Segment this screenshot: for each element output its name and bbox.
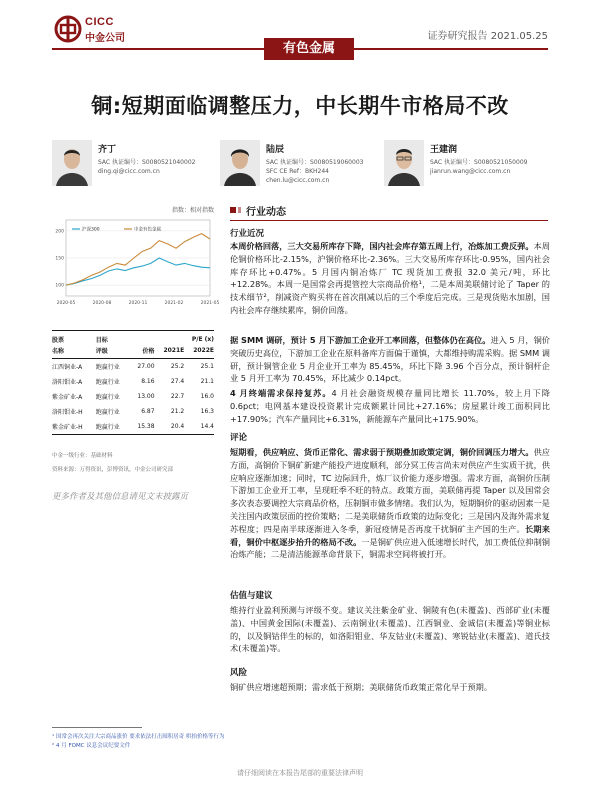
paragraph	[230, 387, 550, 425]
table-head-cell: P/E (x)	[155, 331, 214, 346]
analyst-email[interactable]: chen.lu@cicc.com.cn	[266, 177, 330, 184]
table-cell: 6.87	[141, 408, 155, 415]
table-head-cell: 名称	[52, 345, 96, 359]
table-head-cell	[130, 331, 155, 346]
table-cell: 洛阳钼业-A	[52, 379, 83, 386]
subheading-comment: 评论	[230, 433, 248, 443]
table-cell: 21.2	[170, 408, 185, 415]
paragraph-lead: 4 月终端需求保持复苏。	[230, 388, 332, 398]
legend-label: 沪深300	[82, 227, 100, 233]
table-cell: 22.7	[170, 393, 185, 400]
report-title: 铜:短期面临调整压力，中长期牛市格局不改	[91, 94, 509, 118]
table-cell: 跑赢行业	[95, 379, 120, 386]
table-head-row	[52, 345, 214, 359]
table-cell: 跑赢行业	[95, 364, 120, 371]
paragraph-body: 维持行业盈利预测与评级不变。建议关注紫金矿业、铜陵有色(未覆盖)、西部矿业(未覆盖)、中国黄金国际(未覆盖)、云南铜业(未覆盖)、江西铜业、金诚信(未覆盖)等铜业标的，以及铜钴伴生的标的，如洛阳钼业、华友钴业(未覆盖)、寒锐钴业(未覆盖)、道氏技术(未覆盖)等。	[230, 605, 550, 654]
avatar	[384, 140, 424, 186]
table-head-cell: 评级	[96, 345, 130, 359]
sector-tag: 有色金属	[264, 38, 354, 60]
table-row	[52, 374, 214, 389]
paragraph-body: 4 月社会融资规模存量同比增长 11.70%，较上月下降 0.6pct；电网基本建设投资累计完成额累计同比+27.16%；房屋累计竣工面积同比+17.90%；汽车产量同比+6.31%，新能源车产量同比+175.90%。	[230, 388, 550, 424]
subheading-recent: 行业近况	[230, 229, 265, 239]
table-head-cell: 目标	[96, 331, 130, 346]
table-head-cell: 股票	[52, 331, 96, 346]
table-cell: 27.4	[170, 378, 185, 385]
x-tick-label: 2021-02	[164, 301, 184, 306]
table-cell: 16.0	[200, 393, 214, 400]
table-cell: 13.00	[137, 393, 155, 400]
cicc-logo	[54, 14, 144, 46]
table-cell: 江西铜业-A	[52, 364, 83, 371]
paragraph-lead: 短期看，供应响应、货币正常化、需求弱于预期叠加政策定调，铜价回调压力增大。	[230, 447, 534, 457]
x-tick-label: 2020-05	[56, 301, 76, 306]
avatar	[52, 140, 92, 186]
analyst-photo-icon	[52, 140, 92, 186]
section-square-icon	[230, 207, 236, 213]
paragraph-lead: 据 SMM 调研，预计 5 月下游加工企业开工率回落，但整体仍在高位。	[230, 335, 491, 345]
table-source: 资料来源：万得资讯，彭博资讯，中金公司研究部	[52, 467, 174, 473]
avatar	[220, 140, 260, 186]
report-meta: 证券研究报告 2021.05.25	[427, 31, 548, 42]
analyst-line: SAC 执证编号：S0080519060003	[266, 159, 364, 166]
table-note: 中金一级行业：基础材料	[52, 453, 113, 459]
table-cell: 跑赢行业	[96, 419, 130, 435]
table-head-cell: 2021E	[155, 345, 185, 359]
logo-cn: 中金公司	[85, 33, 125, 44]
footnote-link[interactable]: ² 4 月 FOMC 议息会议纪要文件	[52, 743, 131, 749]
y-tick-label: 150	[55, 256, 64, 262]
perf-chart-label: 指数：相对指数	[171, 207, 214, 214]
analyst-3	[384, 140, 554, 188]
analyst-photo-icon	[384, 140, 424, 186]
table-cell: 14.4	[184, 419, 214, 435]
section-header	[230, 203, 548, 221]
table-cell: 16.3	[200, 408, 214, 415]
paragraph-body: 一是铜矿供应进入低速增长时代，加工费低位抑制铜冶炼产能；二是清洁能源革命背景下，铜需求空间将被打开。	[230, 536, 550, 560]
paragraph	[230, 334, 550, 385]
analyst-1	[52, 140, 222, 188]
table-cell: 8.16	[141, 378, 155, 385]
analyst-photo-icon	[220, 140, 260, 186]
table-cell: 跑赢行业	[95, 409, 120, 416]
table-row	[52, 359, 214, 375]
paragraph-body: 铜矿供应增速超预期；需求低于预期；美联储货币政策正常化早于预期。	[230, 682, 493, 692]
table-row	[52, 419, 214, 435]
table-cell: 紫金矿业-A	[52, 394, 83, 401]
x-tick-label: 2020-08	[92, 301, 112, 306]
paragraph-body: 本周伦铜价格环比-2.15%，沪铜价格环比-2.36%。三大交易所库存环比-0.95%，国内社会库存环比+0.47%。5 月国内铜冶炼厂 TC 现货加工费报 32.0 美元/吨，环比+12.28%。本周一是国常会再提管控大宗商品价格¹，二是本周美联储讨论了 Taper 的技术细节²，削减资产购买将在首次削减以后的三个季度后完成。三是现货贴水加剧，国内社会库存继续累库，铜价回落。	[230, 241, 550, 315]
analyst-name: 陆辰	[266, 145, 285, 155]
y-tick-label: 100	[55, 283, 64, 289]
table-row	[52, 389, 214, 404]
series-line-0	[66, 258, 210, 285]
stock-table	[52, 330, 214, 435]
legend-label: 中金有色金属	[134, 227, 161, 233]
y-tick-label: 200	[55, 229, 64, 235]
series-line-1	[66, 234, 210, 286]
section-rule	[230, 220, 548, 221]
subheading-risk: 风险	[230, 668, 248, 678]
table-cell: 20.4	[155, 419, 185, 435]
analyst-email[interactable]: ding.qi@cicc.com.cn	[98, 168, 160, 175]
table-head-cell: 2022E	[184, 345, 214, 359]
paragraph	[230, 240, 550, 317]
performance-chart	[52, 214, 220, 314]
analyst-line: SAC 执证编号：S0080521040002	[98, 159, 196, 166]
footnote-link[interactable]: ¹ 国常会再次关注大宗商品涨价 要求依法打击囤积居奇 哄抬价格等行为	[52, 734, 225, 740]
analyst-name: 齐丁	[98, 145, 117, 155]
analyst-line: SAC 执证编号：S0080521050009	[430, 159, 528, 166]
analyst-line: SFC CE Ref：BKH244	[266, 168, 329, 175]
paragraph-lead: 本周价格回落，三大交易所库存下降，国内社会库存第五周上行，冶炼加工费反弹。	[230, 241, 534, 251]
x-tick-label: 2020-11	[128, 301, 148, 306]
table-cell: 洛阳钼业-H	[52, 409, 83, 416]
analyst-name: 王建润	[430, 145, 458, 155]
table-cell: 25.1	[200, 363, 214, 370]
table-cell: 跑赢行业	[95, 394, 120, 401]
analyst-2	[220, 140, 390, 188]
more-info-note: 更多作者及其他信息请见文末披露页	[52, 492, 189, 502]
paragraph	[230, 446, 550, 561]
table-cell: 21.1	[200, 378, 214, 385]
paragraph	[230, 604, 550, 655]
table-cell: 27.00	[137, 363, 155, 370]
table-head-row	[52, 331, 214, 346]
table-row	[52, 404, 214, 419]
table-head-cell: 价格	[130, 345, 155, 359]
subheading-valuation: 估值与建议	[230, 591, 273, 601]
x-tick-label: 2021-05	[200, 301, 220, 306]
cicc-logo-icon	[54, 15, 82, 43]
analyst-email[interactable]: jianrun.wang@cicc.com.cn	[430, 168, 511, 175]
footnote-rule	[52, 727, 142, 728]
paragraph-body: 进入 5 月，铜价突破历史高位，下游加工企业在原料备库方面偏于谨慎，大都维持购需采购。据 SMM 调研，预计铜管企业 5 月企业开工率为 85.45%，环比下降 3.96 个百分点，预计铜杆企业 5 月开工率为 70.45%，环比减少 0.14pct。	[230, 335, 550, 384]
paragraph-lead: 长期来看，铜价中枢逐步抬升的格局不改。	[230, 523, 550, 547]
section-square-icon	[238, 207, 241, 213]
table-cell: 25.2	[170, 363, 185, 370]
table-cell: 紫金矿业-H	[52, 419, 96, 435]
section-title: 行业动态	[246, 207, 286, 218]
paragraph	[230, 681, 550, 694]
logo-en: CICC	[85, 16, 114, 28]
page-footer: 请仔细阅读在本报告尾部的重要法律声明	[237, 769, 363, 777]
paragraph-body: 供应方面，高铜价下铜矿新建产能投产进度顺利，部分冥工传言尚未对供应产生实质干扰，供应响应逐渐加速；同时，TC 边际回升，炼厂议价能力逐步增强。需求方面，高铜价压制下游加工企业开工率，呈现旺季不旺的特点。政策方面，美联储再提 Taper 以及国常会多次表态要调控大宗商品价格，压制铜市做多情绪。我们认为，短期铜价的驱动因素一是关注国内政策层面的控价策略；二是美联储货币政策的边际变化；三是国内及海外需求复苏程度；四是南半球逐渐进入冬季，新冠疫情是否再度干扰铜矿主产国的生产。	[230, 447, 550, 534]
table-cell: 15.38	[130, 419, 155, 435]
